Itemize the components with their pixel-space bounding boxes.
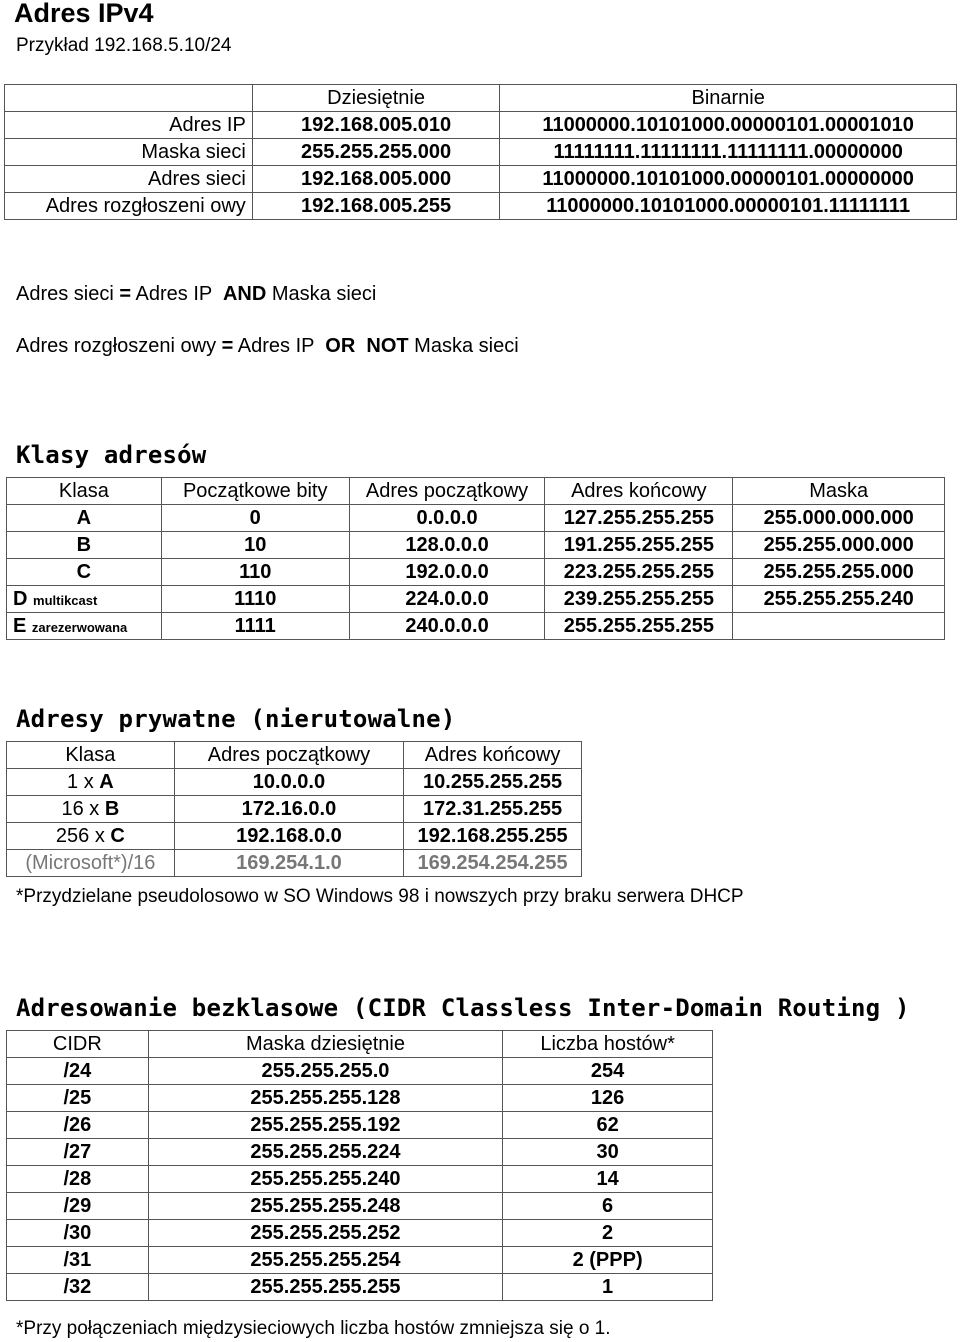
network-count: 1 x — [67, 770, 94, 793]
microsoft-label: (Microsoft*)/16 — [7, 850, 175, 877]
class-suffix: multikcast — [33, 592, 98, 608]
classes-table — [6, 477, 945, 640]
cidr-footnote: *Przy połączeniach międzysieciowych liczba hostów zmniejsza się o 1. — [16, 1318, 611, 1339]
decimal-mask: 255.255.255.252 — [148, 1220, 502, 1247]
cidr-prefix: /27 — [7, 1139, 149, 1166]
class-letter: D — [13, 587, 28, 610]
formula-term: Adres rozgłoszeni owy — [16, 335, 217, 357]
row-label: Adres rozgłoszeni owy — [5, 193, 253, 220]
initial-bits: 10 — [161, 532, 349, 559]
decimal-value: 192.168.005.255 — [252, 193, 500, 220]
table-header: Adres początkowy — [349, 478, 545, 505]
formula-term: Adres IP — [135, 283, 212, 305]
page-title: Adres IPv4 — [14, 0, 154, 28]
table-row — [7, 532, 945, 559]
table-row — [7, 1193, 713, 1220]
mask: 255.000.000.000 — [733, 505, 945, 532]
decimal-mask: 255.255.255.192 — [148, 1112, 502, 1139]
cidr-prefix: /26 — [7, 1112, 149, 1139]
start-address: 10.0.0.0 — [174, 769, 403, 796]
class-letter: B — [76, 533, 92, 556]
formula-operator: = — [221, 335, 234, 357]
table-row — [5, 193, 957, 220]
cidr-prefix: /31 — [7, 1247, 149, 1274]
decimal-value: 192.168.005.010 — [252, 112, 500, 139]
decimal-value: 255.255.255.000 — [252, 139, 500, 166]
end-address: 10.255.255.255 — [404, 769, 582, 796]
decimal-mask: 255.255.255.240 — [148, 1166, 502, 1193]
table-header: Dziesiętnie — [252, 85, 500, 112]
table-row — [7, 1139, 713, 1166]
table-header: Klasa — [7, 742, 175, 769]
table-row — [7, 1247, 713, 1274]
initial-bits: 0 — [161, 505, 349, 532]
classes-heading: Klasy adresów — [16, 441, 207, 469]
host-count: 6 — [503, 1193, 713, 1220]
table-row — [7, 796, 582, 823]
row-label: Maska sieci — [5, 139, 253, 166]
end-address: 239.255.255.255 — [545, 586, 733, 613]
table-header-row — [7, 742, 582, 769]
mask — [733, 613, 945, 640]
cidr-table — [6, 1030, 713, 1301]
formula-operator: AND — [222, 283, 267, 305]
private-heading: Adresy prywatne (nierutowalne) — [16, 705, 456, 733]
class-cell — [7, 823, 175, 850]
class-cell — [7, 769, 175, 796]
network-count: 16 x — [61, 797, 100, 820]
row-label: Adres sieci — [5, 166, 253, 193]
class-letter: C — [76, 560, 92, 583]
table-header-row — [7, 478, 945, 505]
formula-operator: OR — [325, 335, 356, 357]
formula-operator: NOT — [366, 335, 409, 357]
mask: 255.255.255.000 — [733, 559, 945, 586]
broadcast-address-formula — [16, 335, 519, 358]
table-row — [7, 559, 945, 586]
network-address-formula — [16, 283, 376, 306]
class-letter: A — [76, 506, 92, 529]
private-footnote: *Przydzielane pseudolosowo w SO Windows 98 i nowszych przy braku serwera DHCP — [16, 886, 744, 907]
table-header: CIDR — [7, 1031, 149, 1058]
class-letter: A — [99, 770, 114, 793]
end-address: 169.254.254.255 — [404, 850, 582, 877]
cidr-prefix: /28 — [7, 1166, 149, 1193]
class-cell — [7, 532, 162, 559]
table-row — [7, 1058, 713, 1085]
ipv4-table — [4, 84, 957, 220]
table-row — [7, 850, 582, 877]
host-count: 126 — [503, 1085, 713, 1112]
end-address: 172.31.255.255 — [404, 796, 582, 823]
cidr-prefix: /29 — [7, 1193, 149, 1220]
host-count: 30 — [503, 1139, 713, 1166]
cidr-prefix: /30 — [7, 1220, 149, 1247]
binary-value: 11000000.10101000.00000101.00001010 — [500, 112, 957, 139]
table-row — [7, 1085, 713, 1112]
table-row — [7, 505, 945, 532]
end-address: 223.255.255.255 — [545, 559, 733, 586]
class-letter: B — [104, 797, 120, 820]
class-cell — [7, 613, 162, 640]
table-header: Maska — [733, 478, 945, 505]
decimal-value: 192.168.005.000 — [252, 166, 500, 193]
binary-value: 11000000.10101000.00000101.00000000 — [500, 166, 957, 193]
class-cell — [7, 586, 162, 613]
end-address: 255.255.255.255 — [545, 613, 733, 640]
table-header — [5, 85, 253, 112]
cidr-prefix: /32 — [7, 1274, 149, 1301]
table-header: Adres końcowy — [404, 742, 582, 769]
start-address: 172.16.0.0 — [174, 796, 403, 823]
initial-bits: 1111 — [161, 613, 349, 640]
table-header: Początkowe bity — [161, 478, 349, 505]
cidr-prefix: /24 — [7, 1058, 149, 1085]
start-address: 224.0.0.0 — [349, 586, 545, 613]
class-letter: C — [110, 824, 125, 847]
formula-term: Maska sieci — [414, 335, 519, 357]
host-count: 2 (PPP) — [503, 1247, 713, 1274]
end-address: 191.255.255.255 — [545, 532, 733, 559]
table-header: Klasa — [7, 478, 162, 505]
start-address: 0.0.0.0 — [349, 505, 545, 532]
private-table — [6, 741, 582, 877]
row-label: Adres IP — [5, 112, 253, 139]
host-count: 62 — [503, 1112, 713, 1139]
table-row — [5, 139, 957, 166]
class-letter: E — [13, 614, 27, 637]
start-address: 192.168.0.0 — [174, 823, 403, 850]
class-cell — [7, 559, 162, 586]
cidr-heading: Adresowanie bezklasowe (CIDR Classless Inter-Domain Routing ) — [16, 994, 910, 1022]
end-address: 192.168.255.255 — [404, 823, 582, 850]
decimal-mask: 255.255.255.0 — [148, 1058, 502, 1085]
class-suffix: zarezerwowana — [31, 619, 128, 635]
mask: 255.255.255.240 — [733, 586, 945, 613]
start-address: 192.0.0.0 — [349, 559, 545, 586]
formula-term: Adres sieci — [16, 283, 114, 305]
decimal-mask: 255.255.255.128 — [148, 1085, 502, 1112]
network-count: 256 x — [55, 824, 105, 847]
table-row — [7, 1220, 713, 1247]
cidr-prefix: /25 — [7, 1085, 149, 1112]
start-address: 128.0.0.0 — [349, 532, 545, 559]
table-row — [7, 1112, 713, 1139]
decimal-mask: 255.255.255.254 — [148, 1247, 502, 1274]
table-header: Adres końcowy — [545, 478, 733, 505]
example-subtitle: Przykład 192.168.5.10/24 — [16, 35, 232, 56]
table-row — [7, 1274, 713, 1301]
table-header: Adres początkowy — [174, 742, 403, 769]
initial-bits: 1110 — [161, 586, 349, 613]
end-address: 127.255.255.255 — [545, 505, 733, 532]
initial-bits: 110 — [161, 559, 349, 586]
table-header-row — [5, 85, 957, 112]
formula-operator: = — [119, 283, 132, 305]
formula-term: Maska sieci — [271, 283, 377, 305]
table-row — [7, 586, 945, 613]
host-count: 254 — [503, 1058, 713, 1085]
start-address: 240.0.0.0 — [349, 613, 545, 640]
table-header: Liczba hostów* — [503, 1031, 713, 1058]
table-row — [7, 823, 582, 850]
host-count: 2 — [503, 1220, 713, 1247]
table-row — [7, 769, 582, 796]
decimal-mask: 255.255.255.255 — [148, 1274, 502, 1301]
table-row — [5, 166, 957, 193]
decimal-mask: 255.255.255.248 — [148, 1193, 502, 1220]
table-row — [7, 1166, 713, 1193]
binary-value: 11111111.11111111.11111111.00000000 — [500, 139, 957, 166]
table-header-row — [7, 1031, 713, 1058]
host-count: 14 — [503, 1166, 713, 1193]
mask: 255.255.000.000 — [733, 532, 945, 559]
class-cell — [7, 505, 162, 532]
table-row — [7, 613, 945, 640]
table-header: Maska dziesiętnie — [148, 1031, 502, 1058]
binary-value: 11000000.10101000.00000101.11111111 — [500, 193, 957, 220]
table-row — [5, 112, 957, 139]
host-count: 1 — [503, 1274, 713, 1301]
decimal-mask: 255.255.255.224 — [148, 1139, 502, 1166]
table-header: Binarnie — [500, 85, 957, 112]
class-cell — [7, 796, 175, 823]
start-address: 169.254.1.0 — [174, 850, 403, 877]
formula-term: Adres IP — [237, 335, 315, 357]
